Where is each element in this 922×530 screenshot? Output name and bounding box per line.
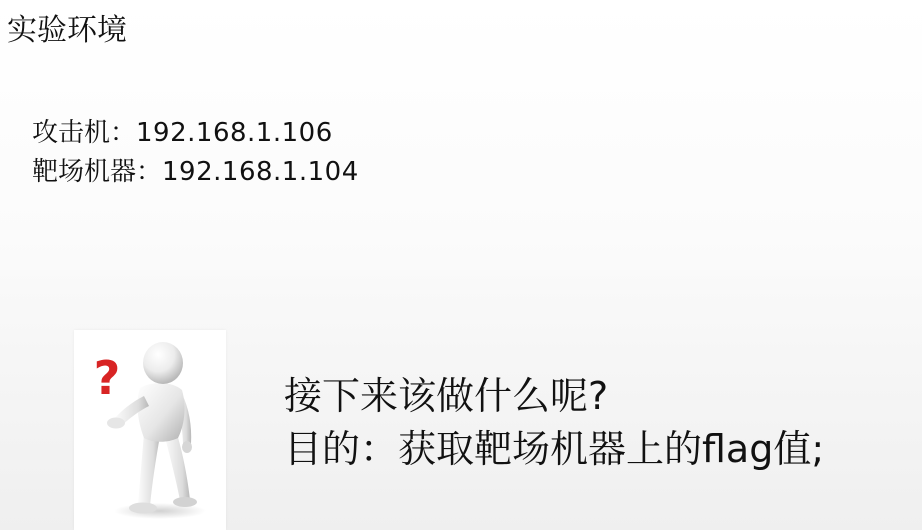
environment-list — [32, 114, 359, 192]
slide-title: 实验环境 — [7, 13, 127, 48]
target-label: 靶场机器： — [32, 157, 163, 187]
question-mark-glyph: ? — [93, 351, 121, 405]
attacker-label: 攻击机： — [32, 118, 137, 148]
person-question-illustration — [74, 330, 226, 530]
goal-statement: 目的：获取靶场机器上的flag值; — [284, 427, 825, 471]
next-step-question: 接下来该做什么呢? — [284, 374, 609, 418]
person-question-icon — [74, 330, 226, 530]
target-row — [32, 153, 359, 192]
target-ip: 192.168.1.104 — [162, 157, 359, 187]
attacker-ip: 192.168.1.106 — [136, 118, 333, 148]
attacker-row — [32, 114, 359, 153]
